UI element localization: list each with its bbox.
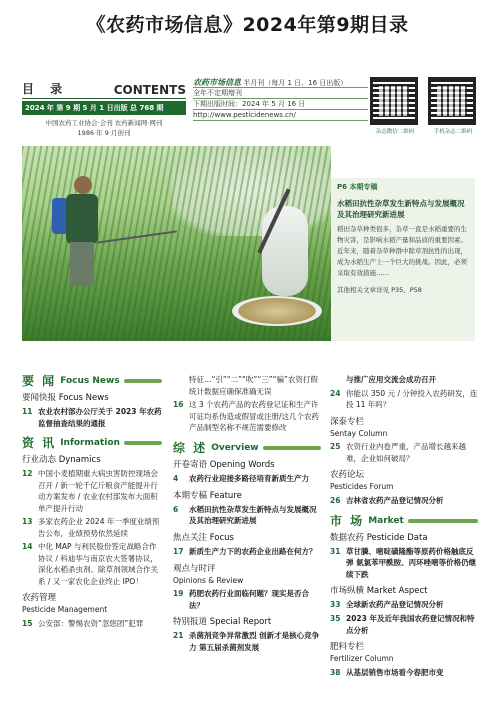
toc-column-2 [173, 374, 321, 653]
entry-title: 2023 年及近年我国农药登记情况和特点分析 [346, 614, 475, 635]
toc-column-1 [22, 373, 162, 630]
page-number: 35 [330, 614, 341, 623]
subsection: 观点与时评 [173, 563, 216, 574]
toc-column-3 [330, 374, 478, 679]
toc-entry[interactable] [173, 504, 321, 527]
page-number: 14 [22, 542, 33, 551]
next-issue-line: 下期出版时间：2024 年 5 月 16 日 [193, 99, 368, 110]
magazine-logo: 农药市场信息 [193, 78, 241, 87]
entry-title: 多家农药企业 2024 年一季度业绩预告公布，业绩预势依然延续 [38, 517, 160, 538]
page-title: 《农药市场信息》2024年第9期目录 [86, 14, 409, 36]
entry-continuation: 与推广应用交流会成功召开 [346, 375, 436, 384]
page-number: 6 [173, 504, 179, 514]
subsection-en: Sentay Column [330, 428, 388, 438]
publisher-line: 中国农药工业协会·会刊 农药新闻网·网刊 [45, 119, 163, 127]
toc-entry[interactable] [330, 599, 478, 611]
subsection: 行业动态 Dynamics [22, 455, 101, 465]
toc-entry[interactable] [22, 618, 162, 630]
section-information [22, 437, 162, 449]
toc-entry[interactable] [330, 667, 478, 679]
section-market [330, 515, 478, 527]
page-number: 31 [330, 546, 341, 556]
page-number: 16 [173, 400, 184, 409]
farmer-spraying-image [52, 176, 112, 286]
toc-entry[interactable] [330, 613, 478, 636]
section-zh: 市 场 [330, 513, 365, 528]
toc-entry[interactable] [22, 516, 162, 539]
subsection: 焦点关注 Focus [173, 532, 234, 543]
supplement-line: 全年不定期增刊 [193, 88, 368, 99]
subsection: 农药管理 [22, 593, 57, 603]
section-overview [173, 442, 321, 454]
entry-title: 这 3 个农药产品的农药登记证和生产许可证均系伪造或假冒或注册/这几个农药产品制型名称不规范需要修改 [189, 400, 320, 432]
section-zh: 资 讯 [22, 436, 57, 450]
wechat-qr-icon[interactable] [370, 77, 418, 125]
feature-body: 稻田杂草种类很多，杂草一直是水稻重要的生物灾害，是影响水稻产量和品质的重要因素。近年来，随着杂草种群中除草剂抗性的出现，成为水稻生产上一个巨大的挑战。因此，必须采取有效措施…… [337, 225, 467, 277]
entry-title: 农药行业迎接多路径培育新质生产力 [189, 473, 309, 483]
subsection: 数据农药 Pesticide Data [330, 532, 428, 543]
page-number: 12 [22, 469, 33, 478]
section-en: Focus News [60, 376, 120, 386]
subsection-en: Opinions & Review [173, 575, 244, 585]
entry-title: 中国小麦植期重大病虫害防控现场会召开 / 新一轮千亿斤粮食产能提升行动方案发布 / 农业农村部发布大面积单产提升行动 [38, 469, 158, 513]
entry-title: 农资行业内卷严重，产品增长越来越难，企业如何破局？ [346, 442, 466, 463]
entry-title: 中化 MAP 与利民股份签定战略合作协议 / 科迪华与南京农大签署协议，深化水稻杀虫剂、除草剂领域合作关系 / 又一家农化企业终止 IPO！ [38, 542, 158, 586]
contents-en: CONTENTS [113, 83, 186, 97]
page-number: 11 [22, 407, 33, 416]
issue-band: 2024 年 第 9 期 5 月 1 日出版 总 768 期 [22, 101, 186, 115]
contents-zh: 目 录 [22, 82, 69, 96]
page-number: 24 [330, 388, 341, 398]
subsection: 本期专稿 Feature [173, 490, 242, 501]
toc-entry[interactable] [173, 473, 321, 485]
website-link[interactable]: http://www.pesticidenews.cn/ [193, 110, 368, 121]
subsection-en: Fertilizer Column [330, 654, 394, 663]
entry-title: 草甘膦、嘧啶磺隆酯等原药价格触底反弹 氨氯苯甲酰胺、丙环唑嘧等价格仍继续下跌 [346, 546, 477, 579]
toc-entry[interactable] [22, 541, 162, 587]
cover-photo [22, 146, 331, 341]
page-number: 38 [330, 667, 341, 677]
subsection: 市场纵横 Market Aspect [330, 586, 428, 596]
toc-entry[interactable] [330, 546, 478, 581]
toc-entry[interactable] [330, 388, 478, 411]
page-number: 33 [330, 600, 341, 609]
entry-title: 药肥农药行业面临何题？现实是否合法？ [189, 589, 309, 610]
page-number: 15 [22, 618, 33, 628]
entry-title: 公安部：警惕农资“忽悠团”犯罪 [38, 618, 144, 628]
subsection: 要闻快报 Focus News [22, 393, 109, 403]
subsection: 肥料专栏 [330, 642, 365, 652]
subsection-en: Pesticides Forum [330, 482, 394, 491]
toc-entry[interactable] [173, 630, 321, 653]
subsection: 农药论坛 [330, 470, 365, 480]
toc-entry[interactable] [173, 399, 321, 434]
page-number: 19 [173, 589, 184, 598]
petri-dish-image [232, 296, 322, 326]
toc-entry[interactable] [22, 468, 162, 514]
qr-caption: 手机杂志二维码 [433, 129, 473, 135]
entry-title: 杀菌剂竞争异常激烈 创新才是核心竞争力 第五届杀菌剂发展 [189, 631, 320, 652]
entry-title: 吉林省农药产品登记情况分析 [346, 495, 444, 505]
entry-title: 从基层销售市场看今春肥市变 [346, 667, 444, 677]
feature-tag: 本期专稿 [349, 183, 378, 191]
entry-title: 新质生产力下的农药企业出路在何方？ [189, 546, 317, 556]
feature-page: P6 [337, 183, 348, 191]
section-en: Information [60, 438, 120, 448]
section-zh: 要 闻 [22, 374, 57, 388]
subsection: 深泰专栏 [330, 416, 365, 427]
page-number: 17 [173, 546, 184, 556]
subsection: 特别报道 Special Report [173, 617, 272, 627]
feature-more: 其他相关文章详见 P35、P58 [337, 286, 422, 294]
toc-entry[interactable] [22, 406, 162, 429]
toc-entry[interactable] [330, 441, 478, 464]
frequency: 半月刊（每月 1 日、16 日出版） [243, 79, 348, 87]
entry-title: 全球新农药产品登记情况分析 [346, 600, 444, 609]
entry-title: 农业农村部办公厅关于 2023 年农药监督抽查结果的通报 [38, 407, 162, 428]
section-zh: 综 述 [173, 440, 208, 455]
entry-continuation: 特征…“引”“二”“吹”“三”“骗”农资打假统计数据应确保准确无误 [189, 375, 318, 396]
page-number: 25 [330, 442, 341, 451]
page-number: 26 [330, 495, 341, 505]
section-en: Market [368, 515, 404, 526]
toc-entry[interactable] [173, 546, 321, 558]
entry-title: 水稻田抗性杂草发生新特点与发展概况及其治理研究新进展 [189, 504, 317, 525]
subsection: 开卷寄语 Opening Words [173, 459, 275, 470]
section-en: Overview [211, 442, 259, 453]
subsection-en: Pesticide Management [22, 605, 108, 614]
masthead-info [193, 77, 368, 121]
page-number: 21 [173, 631, 184, 640]
toc-entry[interactable] [330, 495, 478, 507]
page-number: 4 [173, 473, 179, 483]
contents-header [22, 80, 186, 138]
toc-entry[interactable] [173, 588, 321, 611]
mobile-qr-icon[interactable] [428, 77, 476, 125]
feature-headline: 水稻田抗性杂草发生新特点与发展概况及其治理研究新进展 [337, 199, 465, 219]
entry-title: 你能以 350 元 / 分钟投入农药研发，连投 11 年吗？ [346, 388, 478, 409]
feature-box[interactable] [331, 178, 475, 341]
founded-line: 1986 年 9 月创刊 [77, 129, 131, 137]
qr-codes [370, 77, 480, 135]
section-focus-news [22, 375, 162, 387]
qr-caption: 杂志微信二维码 [375, 129, 415, 135]
page-number: 13 [22, 517, 33, 526]
